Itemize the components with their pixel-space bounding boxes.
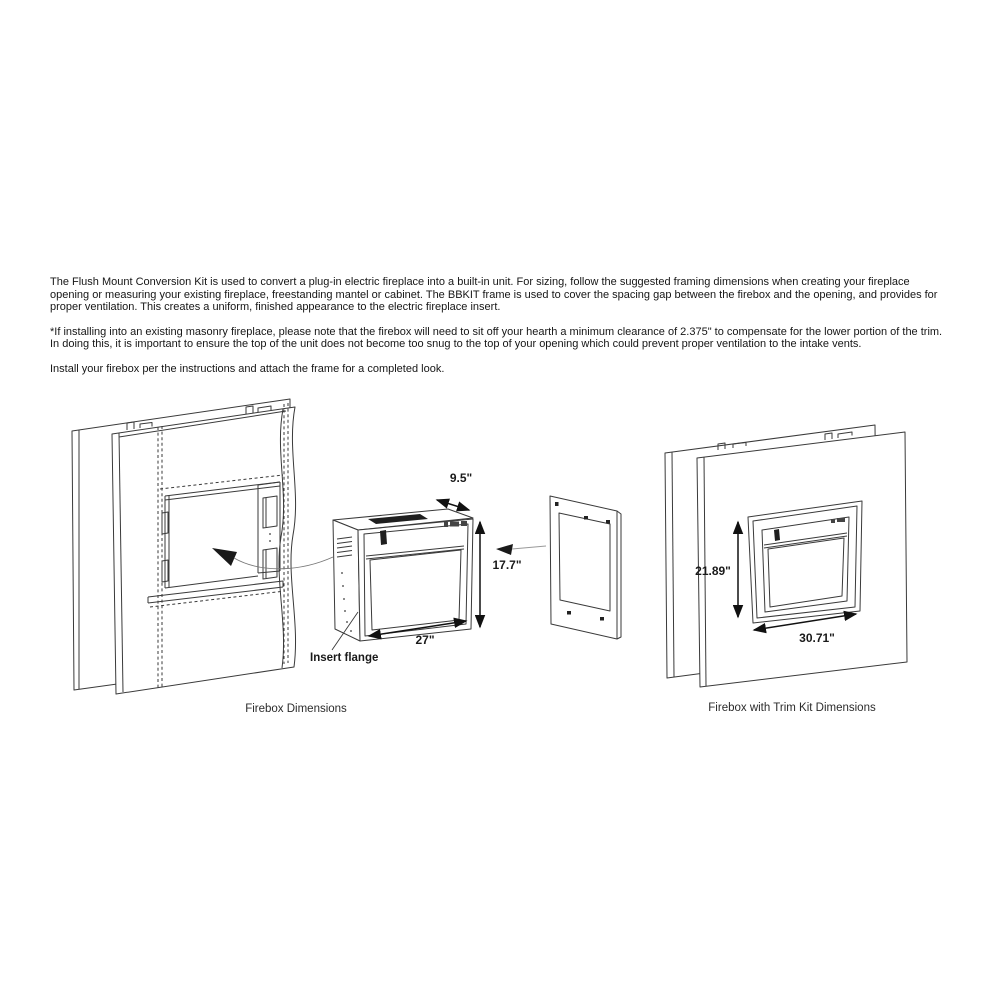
control-switch [774,529,780,541]
insert-flange-label: Insert flange [310,652,379,664]
firebox-drawing [333,509,473,641]
dimension-label-trim-width: 30.71" [799,631,835,645]
install-paragraph: Install your firebox per the instructions and attach the frame for a completed look. [50,362,445,375]
trim-direction-arrow [496,544,546,555]
dimension-label-trim-height: 21.89" [695,564,731,578]
installation-diagram [0,380,1000,725]
firebox-caption: Firebox Dimensions [245,703,347,715]
dimension-label-width: 27" [415,633,435,647]
trim-kit-wall-drawing [665,425,907,687]
trim-frame-drawing [550,496,621,639]
framed-wall-drawing [72,399,296,694]
control-switch [380,530,387,545]
trim-kit-caption: Firebox with Trim Kit Dimensions [708,702,876,714]
intro-paragraph: The Flush Mount Conversion Kit is used to convert a plug-in electric fireplace into a built-in unit. For sizing, follow the suggested framing dimensions when creating your fireplace opening or measuring your existing fireplace, freestanding mantel or cabinet. The BBKIT frame is used to cover the spacing gap between the firebox and the opening, and provides for proper ventilation. This creates a uniform, finished appearance to the electric fireplace insert. [50,276,938,314]
dimension-label-depth: 9.5" [449,471,473,485]
note-paragraph: *If installing into an existing masonry fireplace, please note that the firebox will need to sit off your hearth a minimum clearance of 2.375" to compensate for the lower portion of the trim. In doing this, it is important to ensure the top of the unit does not become too snug to the top of your opening which could prevent proper ventilation to the intake vents. [50,325,943,351]
dimension-label-height: 17.7" [492,558,522,572]
description-text-block [50,276,944,388]
